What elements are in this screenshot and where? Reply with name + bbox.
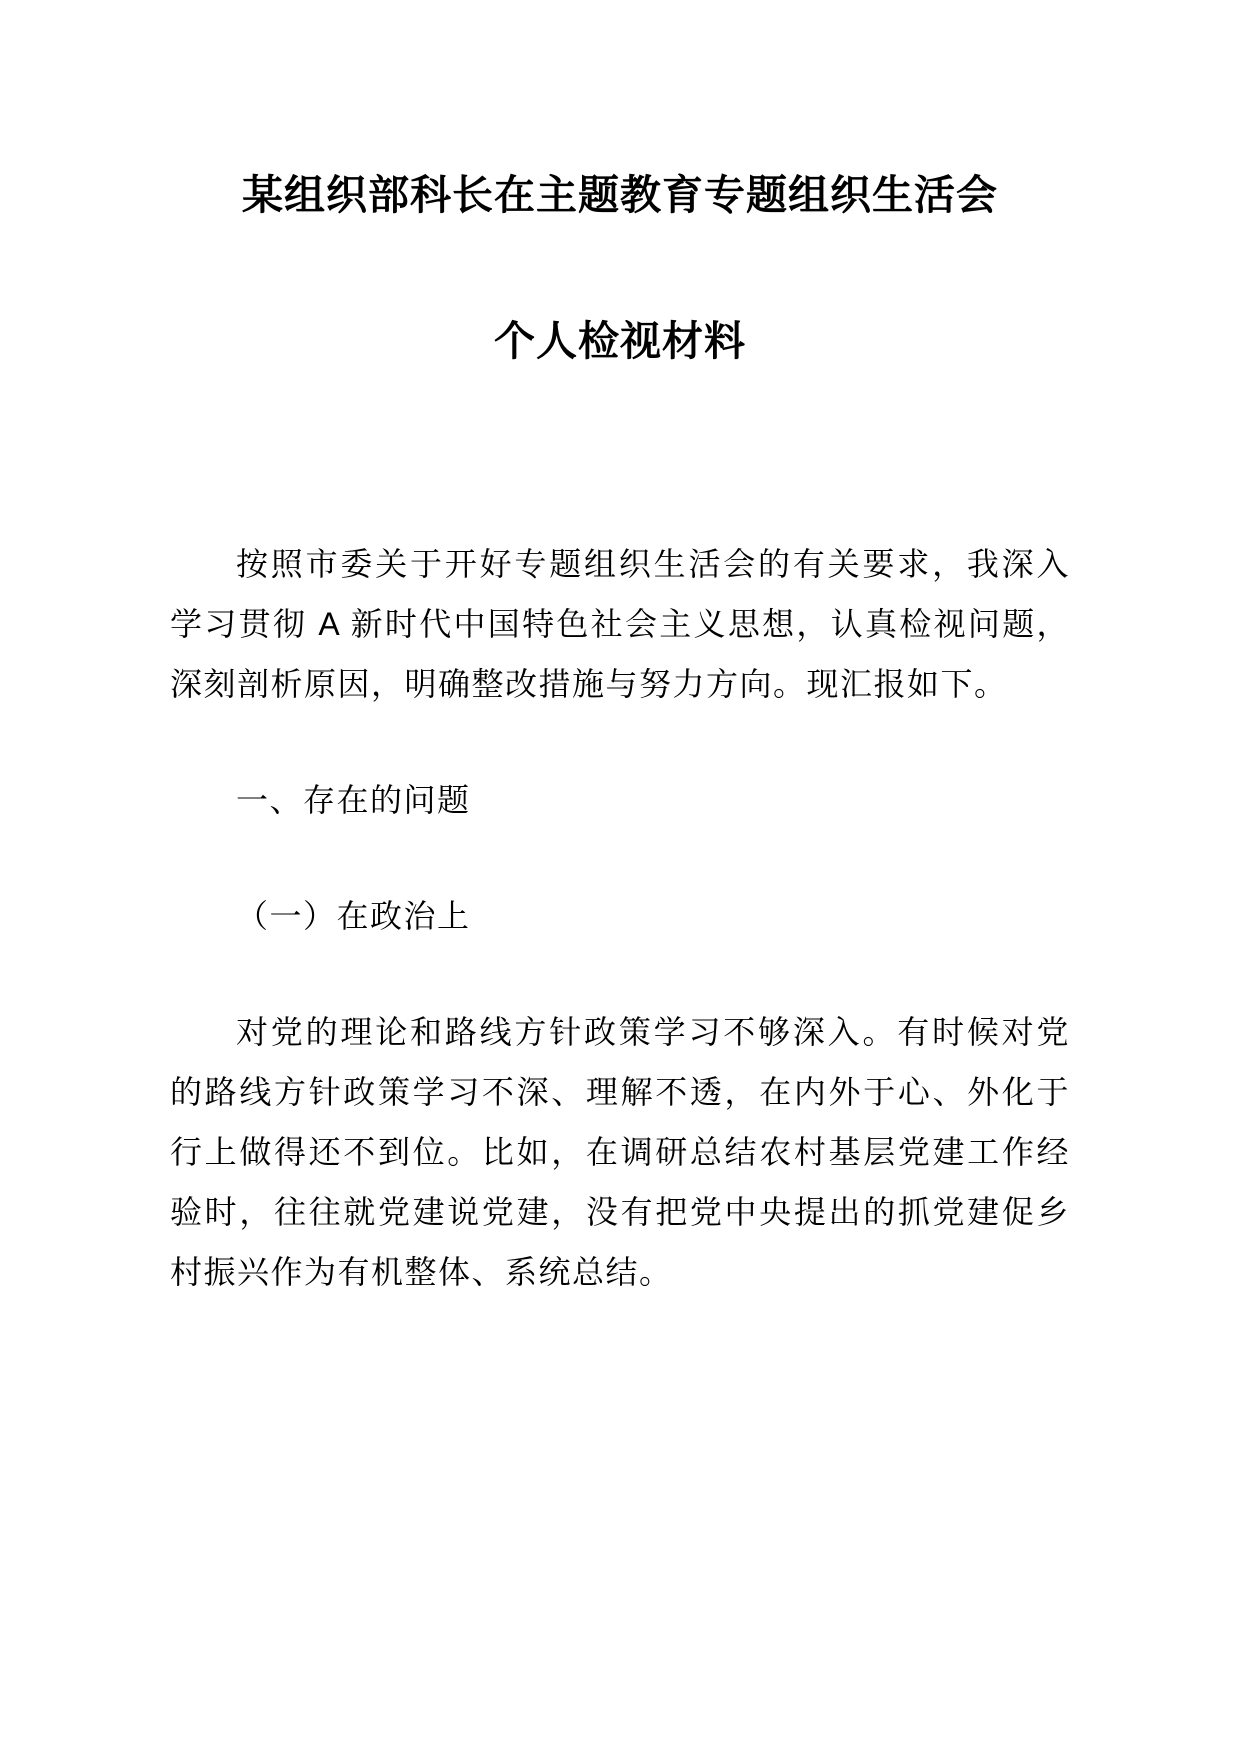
paragraph-subsection-heading: （一）在政治上 — [236, 898, 471, 934]
document-title-line-2: 个人检视材料 — [494, 318, 746, 364]
document-title-line-1: 某组织部科长在主题教育专题组织生活会 — [242, 172, 998, 218]
paragraph-intro: 按照市委关于开好专题组织生活会的有关要求，我深入学习贯彻 A 新时代中国特色社会主义思想，认真检视问题，深刻剖析原因，明确整改措施与努力方向。现汇报如下。 — [170, 546, 1070, 702]
paragraph-section-heading: 一、存在的问题 — [236, 782, 471, 818]
paragraph-body: 对党的理论和路线方针政策学习不够深入。有时候对党的路线方针政策学习不深、理解不透，在内外于心、外化于行上做得还不到位。比如，在调研总结农村基层党建工作经验时，往往就党建说党建，没有把党中央提出的抓党建促乡村振兴作为有机整体、系统总结。 — [170, 1014, 1070, 1290]
